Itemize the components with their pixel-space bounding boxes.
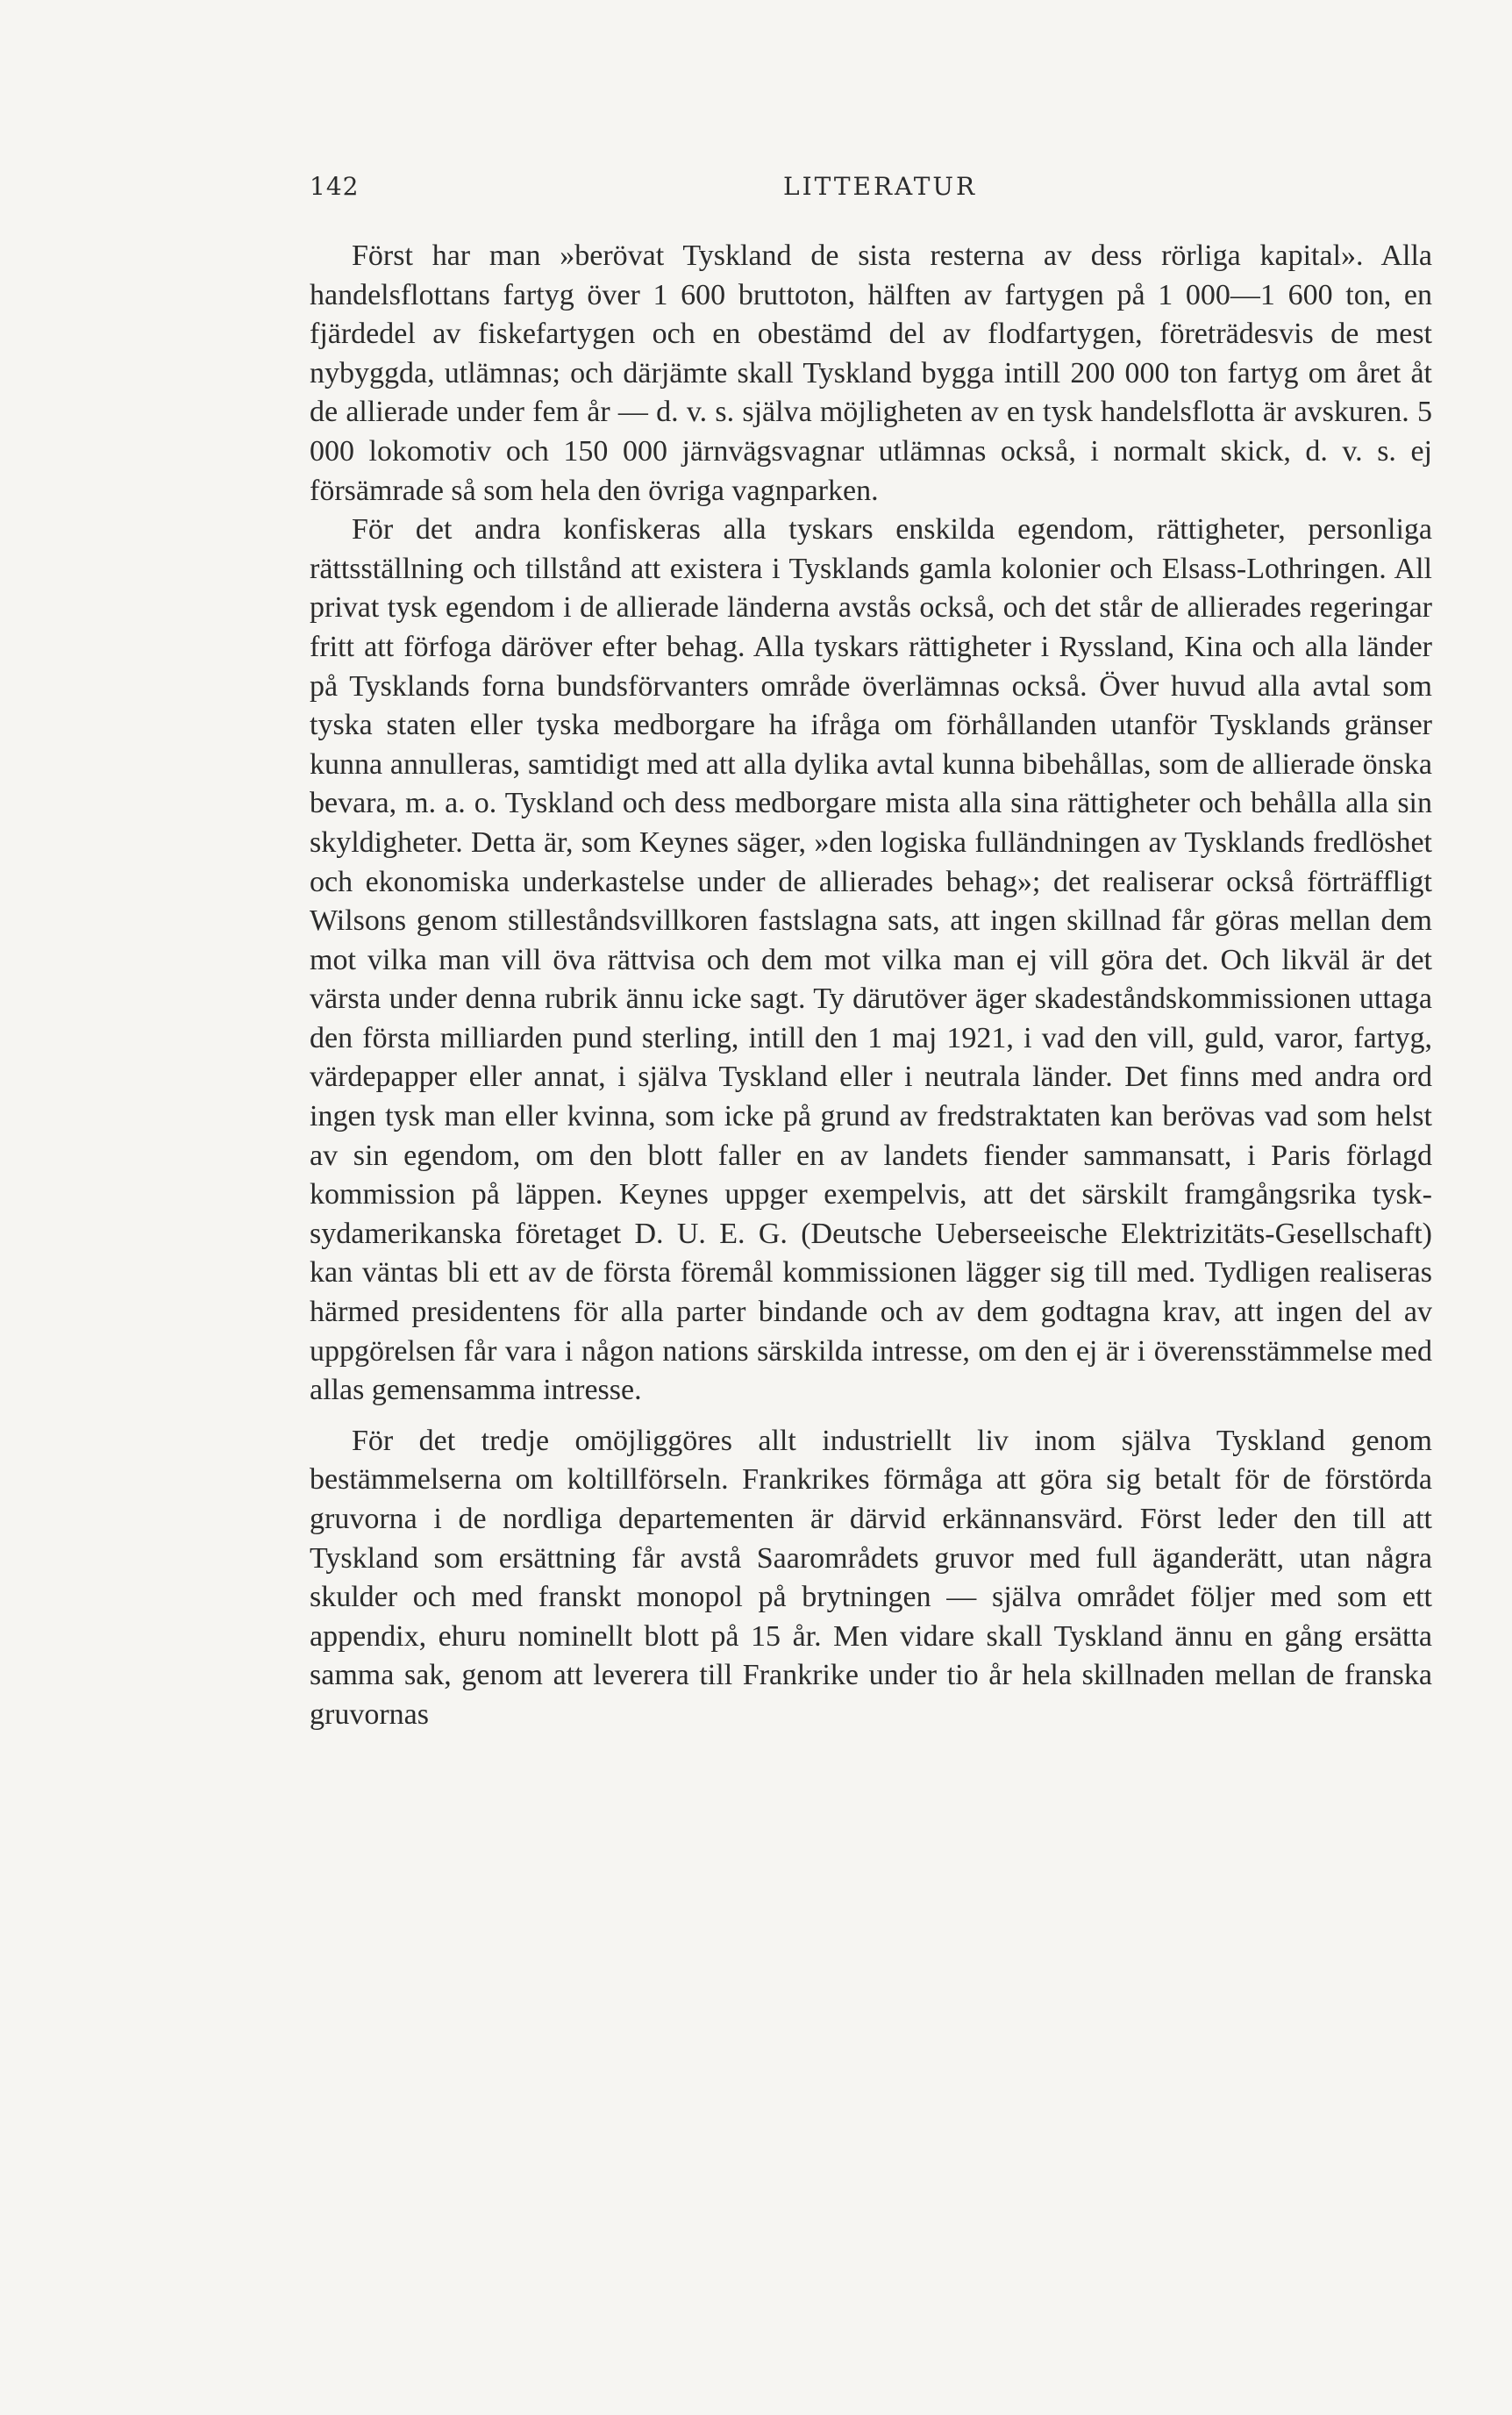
body-text <box>310 237 1432 1735</box>
page-number: 142 <box>310 172 360 201</box>
paragraph-1: Först har man »berövat Tyskland de sista resterna av dess rörliga kapital». Alla handelsflottans fartyg över 1 600 bruttoton, hälften av fartygen på 1 000—1 600 ton, en fjärdedel av fiskefartygen och en obestämd del av flodfartygen, företrädesvis de mest nybyggda, utlämnas; och därjämte skall Tyskland bygga intill 200 000 ton fartyg om året åt de allierade under fem år — d. v. s. själva möjligheten av en tysk handelsflotta är avskuren. 5 000 lokomotiv och 150 000 järnvägsvagnar utlämnas också, i normalt skick, d. v. s. ej försämrade så som hela den övriga vagnparken. <box>310 239 1432 507</box>
running-head: LITTERATUR <box>783 172 978 201</box>
page-header <box>310 172 1432 211</box>
paragraph-3: För det tredje omöjliggöres allt industriellt liv inom själva Tyskland genom bestämmelserna om koltillförseln. Frankrikes förmåga att göra sig betalt för de förstörda gruvorna i de nordliga departementen är därvid erkännansvärd. Först leder den till att Tyskland som ersättning får avstå Saarområdets gruvor med full äganderätt, utan några skulder och med franskt monopol på brytningen — själva området följer med som ett appendix, ehuru nominellt blott på 15 år. Men vidare skall Tyskland ännu en gång ersätta samma sak, genom att leverera till Frankrike under tio år hela skillnaden mellan de franska gruvornas <box>310 1424 1432 1731</box>
paragraph-2: För det andra konfiskeras alla tyskars enskilda egendom, rättigheter, personliga rättsställning och tillstånd att existera i Tysklands gamla kolonier och Elsass-Lothringen. All privat tysk egendom i de allierade länderna avstås också, och det står de allierades regeringar fritt att förfoga däröver efter behag. Alla tyskars rättigheter i Ryssland, Kina och alla länder på Tysklands forna bundsförvanters område överlämnas också. Över huvud alla avtal som tyska staten eller tyska medborgare ha ifråga om förhållanden utanför Tysklands gränser kunna annulleras, samtidigt med att alla dylika avtal kunna bibehållas, som de allierade önska bevara, m. a. o. Tyskland och dess medborgare mista alla sina rättigheter och behålla alla sin skyldigheter. Detta är, som Keynes säger, »den logiska fulländningen av Tysklands fredlöshet och ekonomiska underkastelse under de allierades behag»; det realiserar också förträffligt Wilsons genom stilleståndsvillkoren fastslagna sats, att ingen skillnad får göras mellan dem mot vilka man vill öva rättvisa och dem mot vilka man ej vill göra det. Och likväl är det värsta under denna rubrik ännu icke sagt. Ty därutöver äger skadeståndskommissionen uttaga den första milliarden pund sterling, intill den 1 maj 1921, i vad den vill, guld, varor, fartyg, värdepapper eller annat, i själva Tyskland eller i neutrala länder. Det finns med andra ord ingen tysk man eller kvinna, som icke på grund av fredstraktaten kan berövas vad som helst av sin egendom, om den blott faller en av landets fiender sammansatt, i Paris förlagd kommission på läppen. Keynes uppger exempelvis, att det särskilt framgångsrika tysk-sydamerikanska företaget D. U. E. G. (Deutsche Ueberseeische Elektrizitäts-Gesellschaft) kan väntas bli ett av de första föremål kommissionen lägger sig till med. Tydligen realiseras härmed presidentens för alla parter bindande och av dem godtagna krav, att ingen del av uppgörelsen får vara i någon nations särskilda intresse, om den ej är i överensstämmelse med allas gemensamma intresse. <box>310 513 1432 1407</box>
